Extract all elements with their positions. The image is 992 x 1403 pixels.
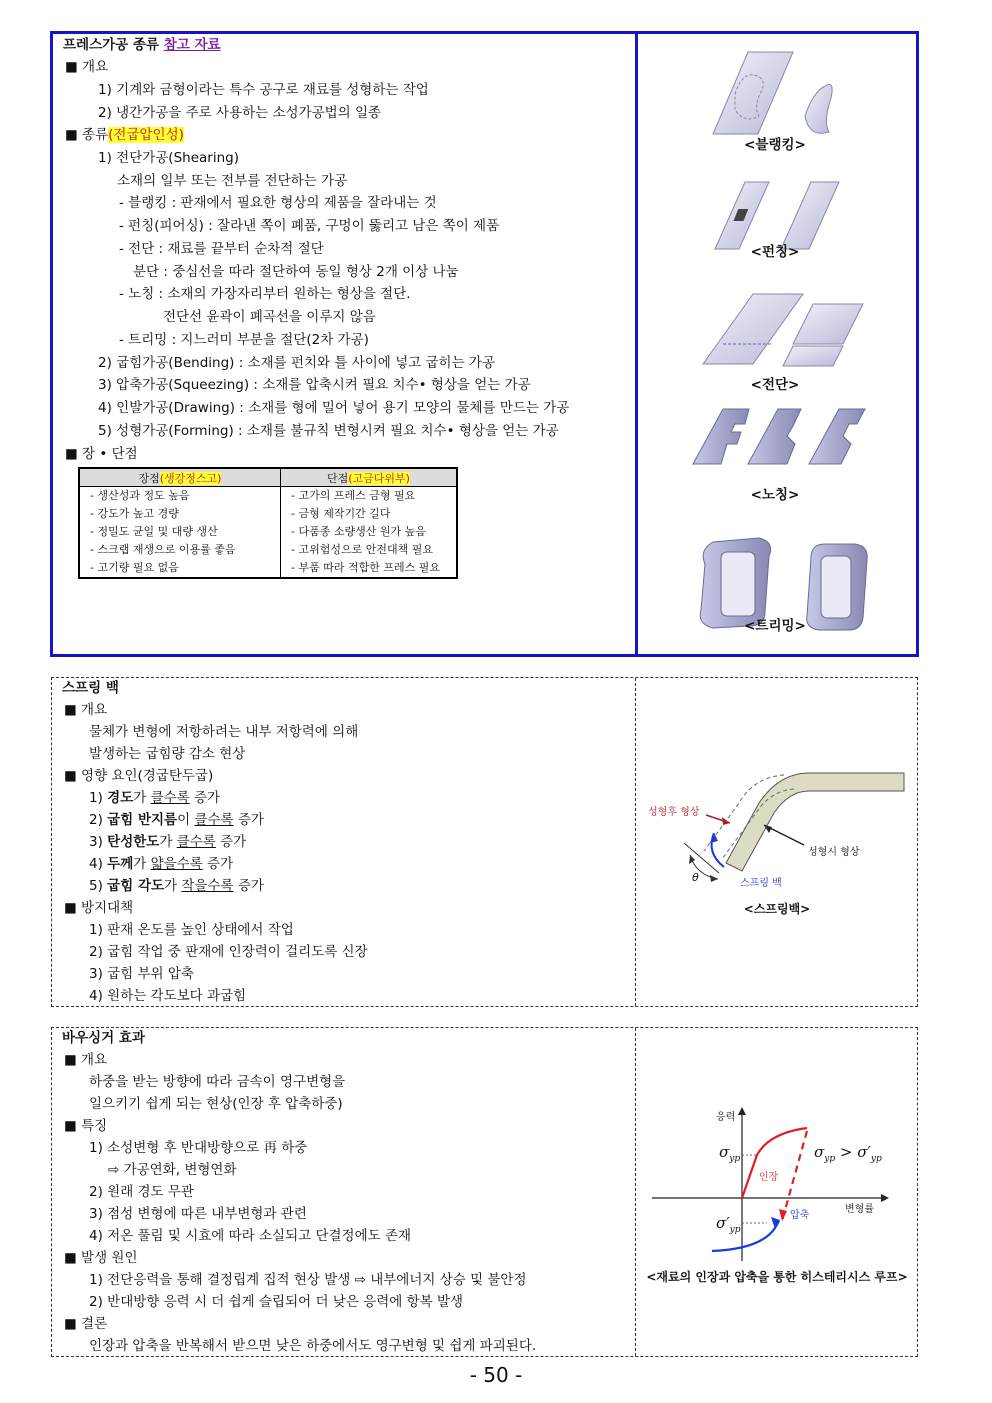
press-types-label: ■ 종류 — [65, 127, 109, 143]
pros-header — [79, 468, 281, 487]
feature-item: ⇨ 가공연화, 변형연화 — [108, 1162, 237, 1178]
factor-particle: 가 — [133, 856, 151, 872]
sigma-symbol: σ — [716, 1214, 727, 1232]
spring-overview-line: 발생하는 굽힘량 감소 현상 — [89, 746, 246, 762]
pros-header-label: 장점 — [138, 471, 160, 485]
pros-cell: - 강도가 높고 경량 — [79, 505, 281, 523]
sigma-symbol: σ — [719, 1143, 730, 1161]
factor-result: 증가 — [233, 878, 264, 894]
cons-cell: - 다품종 소량생산 원가 높음 — [291, 525, 426, 538]
trimming-caption: <트리밍> — [744, 618, 806, 634]
press-types-heading — [65, 125, 184, 145]
factor-condition: 얇을수록 — [150, 856, 203, 872]
label-during-forming: 성형시 형상 — [808, 847, 860, 858]
shear-desc: - 전단 : 재료를 끝부터 순차적 절단 — [119, 241, 324, 257]
cause-heading: ■ 발생 원인 — [64, 1250, 138, 1266]
notching-desc: - 노칭 : 소재의 가장자리부터 원하는 형상을 절단. — [119, 286, 411, 302]
factor-term: 굽힘 각도 — [107, 878, 165, 894]
spring-back-caption: <스프링백> — [743, 902, 811, 916]
blanking-desc: - 블랭킹 : 판재에서 필요한 형상의 제품을 잘라내는 것 — [119, 195, 437, 211]
factor-num: 4) — [89, 856, 108, 872]
prevention-item: 2) 굽힘 작업 중 판재에 인장력이 걸리도록 신장 — [89, 944, 368, 960]
punching-illustration — [715, 182, 839, 249]
pros-cell: - 생산성과 정도 높음 — [79, 487, 281, 506]
bauschinger-title: 바우싱거 효과 — [62, 1030, 145, 1046]
pros-mnemonic: (생강정스고) — [159, 471, 222, 485]
spring-prevention-heading: ■ 방지대책 — [64, 900, 134, 916]
table-row — [79, 541, 457, 559]
punching-caption: <펀칭> — [750, 244, 800, 260]
cons-header — [281, 468, 458, 487]
sigma-prime-yp-label — [716, 1213, 741, 1240]
sigma-compare-label — [814, 1142, 882, 1169]
spring-back-panel — [51, 677, 918, 1007]
greater-than: > — [835, 1143, 858, 1161]
blanking-caption: <블랭킹> — [744, 137, 806, 153]
factor-result: 증가 — [189, 790, 221, 806]
table-row — [79, 523, 457, 541]
shearing-desc: 소재의 일부 또는 전부를 전단하는 가공 — [117, 173, 348, 189]
shearing-caption: <전단> — [750, 377, 800, 393]
sigma-yp-label — [719, 1142, 740, 1169]
forming-desc: 5) 성형가공(Forming) : 소재를 불규칙 변형시켜 필요 치수• 형상을 얻는 가공 — [98, 423, 559, 439]
factor-condition: 클수록 — [176, 834, 216, 850]
drawing-desc: 4) 인발가공(Drawing) : 소재를 형에 밀어 넣어 용기 모양의 물체를 만드는 가공 — [98, 400, 570, 416]
press-overview-line: 1) 기계와 금형이라는 특수 공구로 재료를 성형하는 작업 — [98, 82, 429, 98]
factor-item — [89, 854, 233, 874]
compression-label: 압축 — [790, 1210, 810, 1221]
label-spring-back: 스프링 백 — [740, 878, 782, 889]
sigma-symbol: σ — [814, 1143, 825, 1161]
conclusion-heading: ■ 결론 — [64, 1316, 108, 1332]
prevention-item: 3) 굽힘 부위 압축 — [89, 966, 194, 982]
prevention-item: 1) 판재 온도를 높인 상태에서 작업 — [89, 922, 294, 938]
press-overview-line: 2) 냉간가공을 주로 사용하는 소성가공법의 일종 — [98, 105, 382, 121]
page-number: - 50 - — [469, 1363, 523, 1387]
subscript-yp: yp — [870, 1154, 882, 1164]
factor-result: 증가 — [233, 812, 264, 828]
factor-item — [89, 832, 246, 852]
trimming-desc: - 트리밍 : 지느러미 부분을 절단(2차 가공) — [119, 332, 369, 348]
squeezing-desc: 3) 압축가공(Squeezing) : 소재를 압축시켜 필요 치수• 형상을 얻는 가공 — [98, 377, 531, 393]
feature-item: 4) 저온 풀림 및 시효에 따라 소실되고 단결정에도 존재 — [89, 1228, 412, 1244]
shearing-illustration — [703, 294, 863, 366]
shearing-heading: 1) 전단가공(Shearing) — [98, 150, 239, 166]
table-row — [79, 559, 457, 578]
factor-condition: 클수록 — [194, 812, 234, 828]
press-types-mnemonic: (전굽압인성) — [108, 127, 184, 143]
factor-particle: 가 — [159, 834, 177, 850]
factor-particle: 가 — [133, 790, 151, 806]
panel-divider — [635, 1028, 636, 1356]
tension-label: 인장 — [759, 1172, 779, 1183]
prevention-item: 4) 원하는 각도보다 과굽힘 — [89, 988, 247, 1004]
spring-factors-heading: ■ 영향 요인(경굽탄두굽) — [64, 768, 214, 784]
bending-desc: 2) 굽힘가공(Bending) : 소재를 펀치와 틀 사이에 넣고 굽히는 가공 — [98, 355, 495, 371]
press-types-panel — [50, 31, 919, 657]
prime-mark: ′ — [726, 1214, 730, 1232]
factor-particle: 이 — [177, 812, 195, 828]
notching-illustration — [693, 409, 865, 464]
reference-link[interactable]: 참고 자료 — [163, 37, 221, 53]
factor-term: 경도 — [107, 790, 134, 806]
feature-item: 2) 원래 경도 무관 — [89, 1184, 194, 1200]
punching-desc: - 펀칭(피어싱) : 잘라낸 쪽이 폐품, 구멍이 뚫리고 남은 쪽이 제품 — [119, 218, 500, 234]
feature-item: 1) 소성변형 후 반대방향으로 再 하중 — [89, 1140, 308, 1156]
stress-axis-label: 응력 — [716, 1112, 736, 1123]
cons-cell: - 부품 따라 적합한 프레스 필요 — [291, 561, 440, 574]
cons-cell: - 고가의 프레스 금형 필요 — [291, 489, 416, 502]
conclusion-text: 인장과 압축을 반복해서 받으면 낮은 하중에서도 영구변형 및 쉽게 파괴된다. — [89, 1338, 537, 1354]
cons-cell: - 금형 제작기간 길다 — [291, 507, 391, 520]
pros-cell: - 정밀도 균일 및 대량 생산 — [79, 523, 281, 541]
panel-divider — [635, 678, 636, 1006]
sigma-symbol: σ — [857, 1143, 868, 1161]
factor-num: 3) — [89, 834, 108, 850]
cause-item: 2) 반대방향 응력 시 더 쉽게 슬립되어 더 낮은 응력에 항복 발생 — [89, 1294, 464, 1310]
press-overview-heading: ■ 개요 — [65, 59, 109, 75]
factor-item — [89, 876, 264, 896]
factor-item — [89, 810, 264, 830]
spring-overview-heading: ■ 개요 — [64, 702, 108, 718]
spring-back-title: 스프링 백 — [62, 680, 119, 696]
spring-overview-line: 물체가 변형에 저항하려는 내부 저항력에 의해 — [89, 724, 359, 740]
table-row — [79, 505, 457, 523]
factor-num: 1) — [89, 790, 108, 806]
cons-cell: - 고위험성으로 안전대책 필요 — [291, 543, 433, 556]
factor-term: 두께 — [107, 856, 134, 872]
panel-divider — [635, 34, 638, 654]
subscript-yp: yp — [729, 1154, 741, 1164]
blanking-illustration — [713, 52, 832, 134]
notching-caption: <노칭> — [750, 487, 800, 503]
cause-item: 1) 전단응력을 통해 결정립계 집적 현상 발생 ⇨ 내부에너지 상승 및 불안정 — [89, 1272, 527, 1288]
press-title-text: 프레스가공 종류 — [63, 37, 164, 53]
factor-result: 증가 — [215, 834, 247, 850]
prime-mark: ′ — [867, 1143, 871, 1161]
notching-desc-2: 전단선 윤곽이 폐곡선을 이루지 않음 — [163, 309, 376, 325]
pros-cons-table — [78, 467, 458, 579]
bauschinger-overview-line: 하중을 받는 방향에 따라 금속이 영구변형을 — [89, 1074, 346, 1090]
factor-condition: 작을수록 — [181, 878, 234, 894]
factor-condition: 클수록 — [150, 790, 190, 806]
features-heading: ■ 특징 — [64, 1118, 108, 1134]
factor-term: 탄성한도 — [107, 834, 160, 850]
feature-item: 3) 점성 변형에 따른 내부변형과 관련 — [89, 1206, 307, 1222]
pros-cons-heading: ■ 장 • 단점 — [65, 446, 138, 462]
bauschinger-overview-line: 일으키기 쉽게 되는 현상(인장 후 압축하중) — [89, 1096, 343, 1112]
pros-cell: - 스크랩 재생으로 이용률 좋음 — [79, 541, 281, 559]
bauschinger-panel — [51, 1027, 918, 1357]
factor-item — [89, 788, 220, 808]
factor-num: 2) — [89, 812, 108, 828]
pros-cell: - 고기량 필요 없음 — [79, 559, 281, 578]
table-header — [79, 468, 457, 487]
hysteresis-caption: <재료의 인장과 압축을 통한 히스테리시스 루프> — [646, 1270, 908, 1284]
press-title — [63, 35, 221, 55]
cons-header-label: 단점 — [327, 471, 349, 485]
bauschinger-overview-heading: ■ 개요 — [64, 1052, 108, 1068]
cons-mnemonic: (고금다위부) — [348, 471, 410, 485]
factor-num: 5) — [89, 878, 108, 894]
factor-result: 증가 — [202, 856, 234, 872]
label-after-forming: 성형후 형상 — [648, 807, 700, 818]
strain-axis-label: 변형률 — [845, 1204, 874, 1215]
factor-term: 굽힘 반지름 — [107, 812, 178, 828]
subscript-yp: yp — [729, 1225, 741, 1235]
parting-desc: 분단 : 중심선을 따라 절단하여 동일 형상 2개 이상 나눔 — [133, 264, 459, 280]
label-theta: θ — [692, 871, 699, 884]
subscript-yp: yp — [824, 1154, 836, 1164]
factor-particle: 가 — [164, 878, 182, 894]
table-row — [79, 487, 457, 506]
